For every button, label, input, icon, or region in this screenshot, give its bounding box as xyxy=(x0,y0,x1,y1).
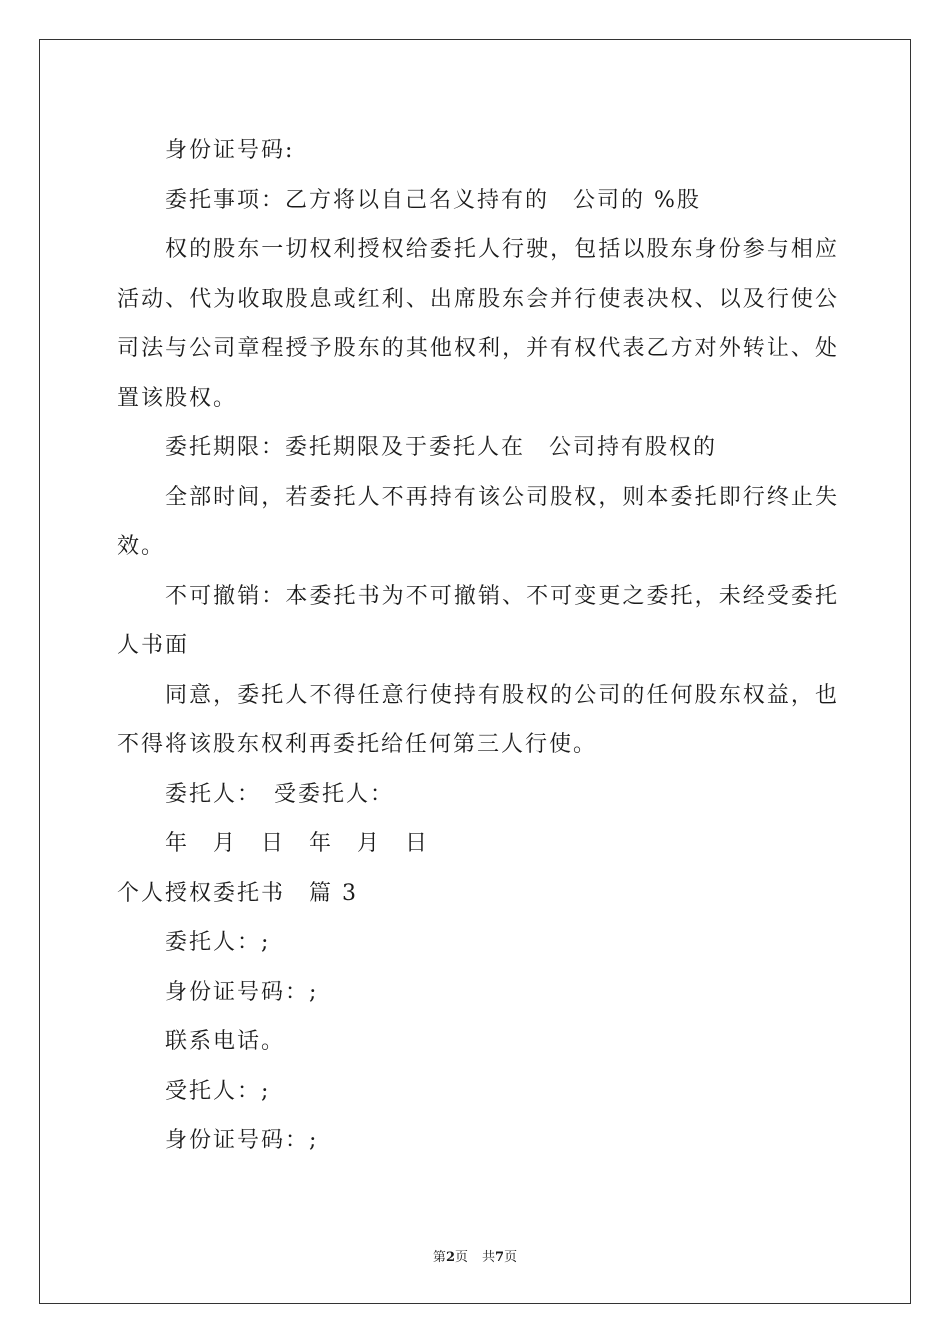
text-line: 身份证号码: xyxy=(165,138,295,163)
text-line: 身份证号码：; xyxy=(165,979,319,1005)
document-body xyxy=(117,126,837,1166)
text-line: 司法与公司章程授予股东的其他权利，并有权代表乙方对外转让、处 xyxy=(117,336,837,361)
total-prefix: 共 xyxy=(482,1250,496,1265)
text-line: 人书面 xyxy=(117,633,190,658)
text-line: 联系电话。 xyxy=(165,1029,286,1054)
text-line: 受托人：; xyxy=(165,1078,271,1104)
text-line: 委托人：; xyxy=(165,930,271,955)
total-pages: 7 xyxy=(495,1250,505,1265)
text-line: 活动、代为收取股息或红利、出席股东会并行使表决权、以及行使公 xyxy=(117,286,837,312)
page-footer xyxy=(0,1246,950,1265)
text-line: 权的股东一切权利授权给委托人行驶，包括以股东身份参与相应 xyxy=(165,237,837,262)
page-number: 2 xyxy=(445,1250,455,1265)
text-line: 效。 xyxy=(117,534,166,559)
text-line: 委托事项：乙方将以自己名义持有的 公司的 %股 xyxy=(165,187,701,213)
text-line: 年 月 日 年 月 日 xyxy=(165,831,430,856)
section-heading: 个人授权委托书 篇 3 xyxy=(117,880,358,906)
text-line: 委托人： 受委托人： xyxy=(165,781,395,807)
text-line: 全部时间，若委托人不再持有该公司股权，则本委托即行终止失 xyxy=(165,484,837,510)
text-line: 不可撤销：本委托书为不可撤销、不可变更之委托，未经受委托 xyxy=(165,583,837,609)
text-line: 置该股权。 xyxy=(117,385,238,411)
text-line: 委托期限：委托期限及于委托人在 公司持有股权的 xyxy=(165,435,718,460)
text-line: 不得将该股东权利再委托给任何第三人行使。 xyxy=(117,732,598,757)
text-line: 同意，委托人不得任意行使持有股权的公司的任何股东权益，也 xyxy=(165,682,837,708)
page-prefix: 第 xyxy=(432,1250,446,1265)
text-line: 身份证号码：; xyxy=(165,1128,319,1153)
total-suffix: 页 xyxy=(504,1250,518,1265)
page-suffix: 页 xyxy=(454,1250,468,1265)
